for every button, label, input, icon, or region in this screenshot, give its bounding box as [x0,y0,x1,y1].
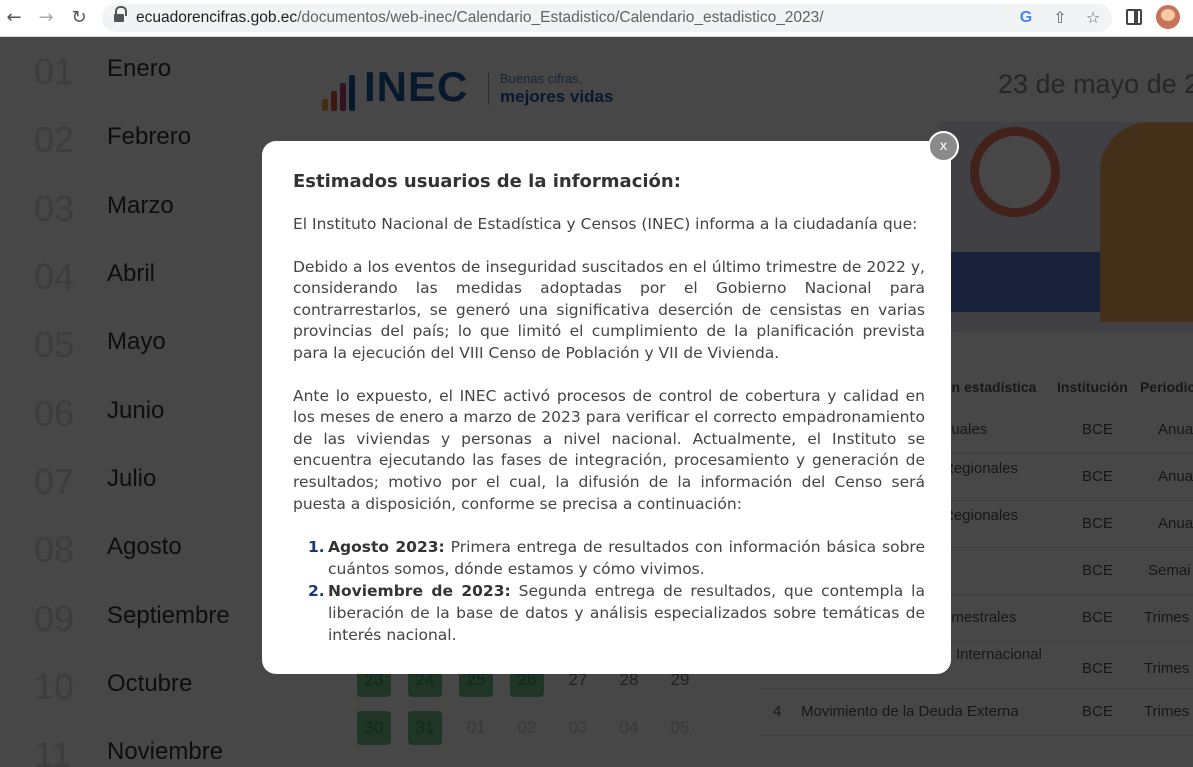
url-path: /documentos/web-inec/Calendario_Estadistico/Calendario_estadistico_2023/ [297,9,824,26]
list-item-label: Noviembre de 2023: [328,582,511,601]
browser-toolbar [0,0,1193,37]
side-panel-icon[interactable] [1126,9,1142,25]
list-number: 1. [308,538,325,557]
modal-paragraph-1: Debido a los eventos de inseguridad suscitados en el último trimestre de 2022 y, considerando las medidas adoptadas por el Gobierno Nacional para contrarrestarlos, se generó una significativa deserción de censistas en varias provincias del país; lo que limitó el cumplimiento de la planificación prevista para la ejecución del VIII Censo de Población y VII de Vivienda. [293,257,925,362]
forward-arrow-icon[interactable]: → [38,7,54,28]
modal-body [293,171,925,646]
back-arrow-icon[interactable]: ← [6,7,22,28]
reload-icon[interactable]: ↻ [71,7,87,28]
profile-avatar-icon[interactable] [1156,5,1180,29]
close-button[interactable]: x [928,131,959,162]
release-schedule-list [310,536,925,646]
star-icon[interactable]: ☆ [1085,8,1101,27]
list-item-label: Agosto 2023: [328,538,445,557]
list-item [310,536,925,580]
url-host: ecuadorencifras.gob.ec [136,9,298,26]
list-item [310,580,925,646]
modal-intro: El Instituto Nacional de Estadística y Censos (INEC) informa a la ciudadanía que: [293,215,918,233]
modal-paragraph-2: Ante lo expuesto, el INEC activó procesos de control de cobertura y calidad en los meses de enero a marzo de 2023 para verificar el correcto empadronamiento de las viviendas y personas a nivel nacional. Actualmente, el Instituto se encuentra ejecutando las fases de integración, procesamiento y generación de resultados; motivo por el cual, la difusión de la información del Censo será puesta a disposición, conforme se precisa a continuación: [293,386,925,513]
share-icon[interactable]: ⇧ [1053,8,1067,27]
list-item-text: Primera entrega de resultados con información básica sobre cuántos somos, dónde estamos y cómo vivimos. [328,538,926,579]
lock-icon[interactable] [114,11,124,23]
list-item-text: Segunda entrega de resultados, que contempla la liberación de la base de datos y análisis especializados sobre temáticas de interés nacional. [328,582,925,645]
modal-title: Estimados usuarios de la información: [293,171,681,192]
announcement-modal [262,141,951,674]
list-number: 2. [308,582,325,601]
address-bar[interactable] [102,4,1112,32]
url-text[interactable] [136,9,824,27]
google-icon[interactable]: G [1019,9,1033,26]
